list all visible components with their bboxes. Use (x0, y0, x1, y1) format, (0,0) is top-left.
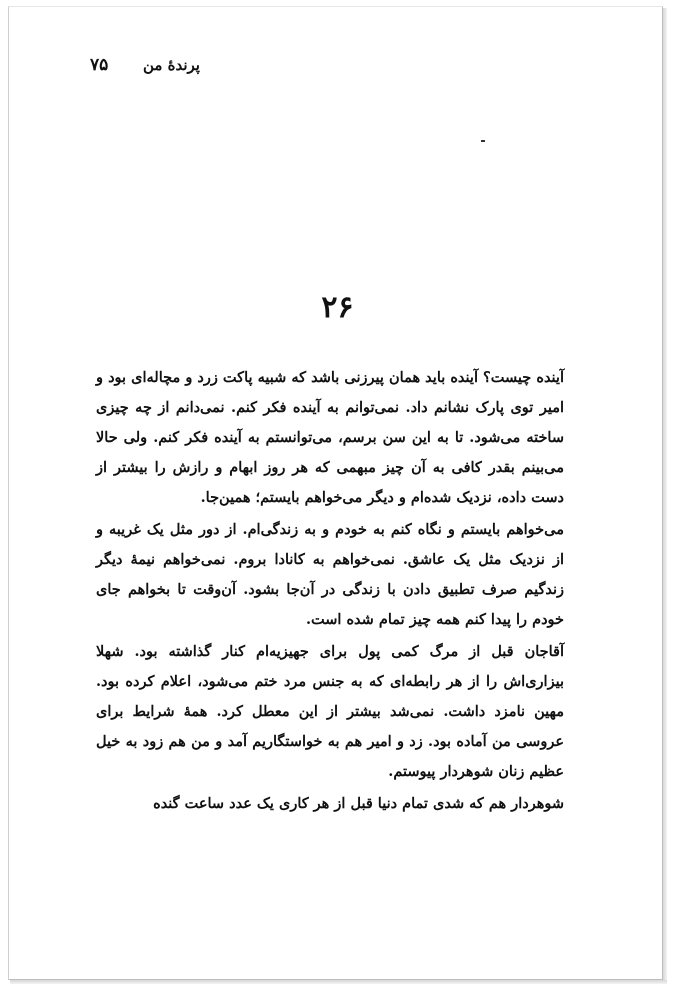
page-number: ۷۵ (90, 55, 109, 75)
stray-ink-mark (481, 140, 485, 142)
body-text (96, 363, 564, 821)
running-header (90, 50, 200, 80)
paragraph-4: شوهردار هم که شدی تمام دنیا قبل از هر کاری یک عدد ساعت گنده (153, 795, 564, 812)
book-title: پرندهٔ من (142, 56, 200, 74)
paragraph-1: آینده چیست؟ آینده باید همان پیرزنی باشد که شبیه پاکت زرد و مچاله‌ای بود و امیر توی پارک نشانم داد. نمی‌توانم به آینده فکر کنم. نمی‌دانم از چه چیزی ساخته می‌شود. تا به این سن برسم، می‌توانستم به آینده فکر کنم. ولی حالا می‌بینم بقدر کافی به آن چیز مبهمی که هر روز ابهام و رازش را بیشتر از دست داده، نزدیک شده‌ام و دیگر می‌خواهم بایستم؛ همین‌جا. (96, 369, 564, 506)
page-edge-shadow-right (663, 8, 667, 980)
paragraph-3: آقاجان قبل از مرگ کمی پول برای جهیزیه‌ام کنار گذاشته بود. شهلا بیزاری‌اش را از هر رابطه‌ای که به جنس مرد ختم می‌شود، اعلام کرده بود. مهین نامزد داشت. نمی‌شد بیشتر از این معطل کرد. همهٔ شرایط برای عروسی من آماده بود. زد و امیر هم به خواستگاریم آمد و من هم زود به خیل عظیم زنان شوهردار پیوستم. (96, 643, 564, 780)
paragraph-2: می‌خواهم بایستم و نگاه کنم به خودم و به زندگی‌ام. از دور مثل یک غریبه و از نزدیک مثل یک عاشق. نمی‌خواهم به کانادا بروم. نمی‌خواهم نیمهٔ دیگر زندگیم صرف تطبیق دادن با زندگی در آن‌جا بشود. آن‌وقت تا بخواهم جای خودم را پیدا کنم همه چیز تمام شده است. (96, 521, 564, 628)
chapter-number: ۲۶ (321, 290, 354, 325)
page-edge-shadow-bottom (10, 980, 667, 984)
